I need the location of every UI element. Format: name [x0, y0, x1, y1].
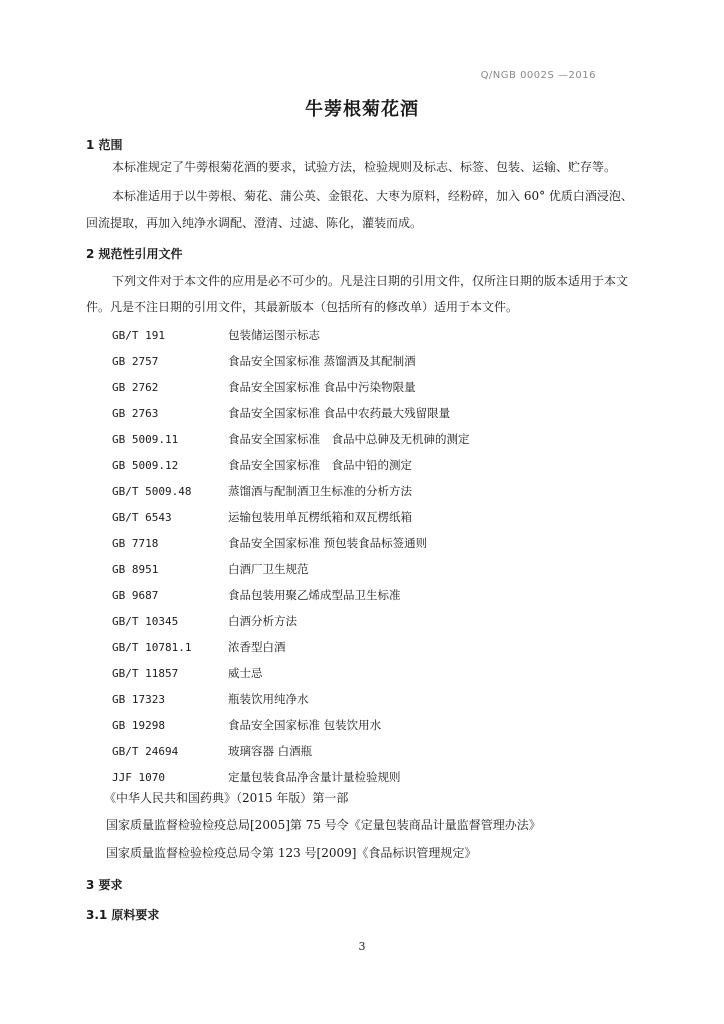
- reference-code: GB/T 191: [112, 329, 165, 342]
- reference-row: [112, 327, 320, 343]
- reference-row: [112, 509, 412, 525]
- reference-name: 食品包装用聚乙烯成型品卫生标准: [228, 588, 401, 602]
- section-heading-references: 2 规范性引用文件: [86, 247, 183, 261]
- paragraph: 本标准适用于以牛蒡根、菊花、蒲公英、金银花、大枣为原料，经粉碎，加入 60° 优质白酒浸泡、: [112, 189, 633, 203]
- paragraph: 本标准规定了牛蒡根菊花酒的要求，试验方法，检验规则及标志、标签、包装、运输、贮存等。: [112, 160, 617, 174]
- reference-row: [112, 353, 416, 369]
- reference-code: GB 19298: [112, 719, 165, 732]
- reference-row: [112, 613, 297, 629]
- reference-code: GB/T 10345: [112, 615, 179, 628]
- reference-code: GB 9687: [112, 589, 159, 602]
- paragraph: 回流提取，再加入纯净水调配、澄清、过滤、陈化，灌装而成。: [86, 216, 423, 230]
- reference-code: GB/T 5009.48: [112, 485, 192, 498]
- reference-row: [112, 587, 401, 603]
- reference-code: GB 7718: [112, 537, 159, 550]
- reference-name: 食品安全国家标准 蒸馏酒及其配制酒: [228, 354, 416, 368]
- reference-code: GB 17323: [112, 693, 165, 706]
- paragraph: 件。凡是不注日期的引用文件，其最新版本（包括所有的修改单）适用于本文件。: [86, 300, 519, 314]
- reference-name: 浓香型白酒: [228, 640, 286, 654]
- reference-code: GB/T 24694: [112, 745, 179, 758]
- reference-extra: 《中华人民共和国药典》（2015 年版）第一部: [104, 791, 349, 805]
- reference-code: GB 5009.12: [112, 459, 179, 472]
- reference-name: 威士忌: [228, 666, 263, 680]
- reference-extra: 国家质量监督检验检疫总局令第 123 号[2009]《食品标识管理规定》: [106, 846, 477, 860]
- reference-name: 包装储运图示标志: [228, 328, 320, 342]
- page-number: 3: [358, 940, 366, 953]
- section-heading-scope: 1 范围: [86, 138, 123, 152]
- reference-code: JJF 1070: [112, 771, 165, 784]
- reference-name: 定量包装食品净含量计量检验规则: [228, 770, 401, 784]
- reference-name: 白酒分析方法: [228, 614, 297, 628]
- reference-row: [112, 483, 412, 499]
- reference-row: [112, 535, 427, 551]
- reference-row: [112, 431, 470, 447]
- reference-row: [112, 639, 286, 655]
- reference-extra: 国家质量监督检验检疫总局[2005]第 75 号令《定量包装商品计量监督管理办法》: [106, 818, 541, 832]
- page-title: 牛蒡根菊花酒: [305, 99, 419, 120]
- reference-row: [112, 457, 412, 473]
- reference-code: GB/T 11857: [112, 667, 179, 680]
- paragraph: 下列文件对于本文件的应用是必不可少的。凡是注日期的引用文件，仅所注日期的版本适用于本文: [112, 274, 629, 288]
- reference-code: GB 2763: [112, 407, 159, 420]
- reference-name: 食品安全国家标准 包装饮用水: [228, 718, 382, 732]
- subsection-heading: 3.1 原料要求: [86, 908, 160, 922]
- reference-name: 食品安全国家标准 食品中污染物限量: [228, 380, 416, 394]
- reference-code: GB 8951: [112, 563, 159, 576]
- reference-name: 运输包装用单瓦楞纸箱和双瓦楞纸箱: [228, 510, 412, 524]
- reference-name: 食品安全国家标准 预包装食品标签通则: [228, 536, 428, 550]
- reference-row: [112, 717, 381, 733]
- reference-row: [112, 769, 401, 785]
- reference-code: GB 5009.11: [112, 433, 179, 446]
- reference-row: [112, 743, 312, 759]
- reference-row: [112, 405, 450, 421]
- reference-name: 蒸馏酒与配制酒卫生标准的分析方法: [228, 484, 412, 498]
- reference-code: GB 2762: [112, 381, 159, 394]
- reference-name: 瓶装饮用纯净水: [228, 692, 309, 706]
- section-heading-requirements: 3 要求: [86, 878, 123, 892]
- reference-code: GB/T 10781.1: [112, 641, 192, 654]
- reference-code: GB 2757: [112, 355, 159, 368]
- reference-row: [112, 561, 309, 577]
- reference-name: 食品安全国家标准 食品中铅的测定: [228, 458, 412, 472]
- reference-name: 玻璃容器 白酒瓶: [228, 744, 313, 758]
- reference-name: 白酒厂卫生规范: [228, 562, 309, 576]
- standard-code: Q/NGB 0002S —2016: [480, 70, 596, 81]
- reference-code: GB/T 6543: [112, 511, 172, 524]
- reference-row: [112, 691, 309, 707]
- reference-row: [112, 379, 416, 395]
- reference-row: [112, 665, 263, 681]
- reference-name: 食品安全国家标准 食品中总砷及无机砷的测定: [228, 432, 470, 446]
- reference-name: 食品安全国家标准 食品中农药最大残留限量: [228, 406, 451, 420]
